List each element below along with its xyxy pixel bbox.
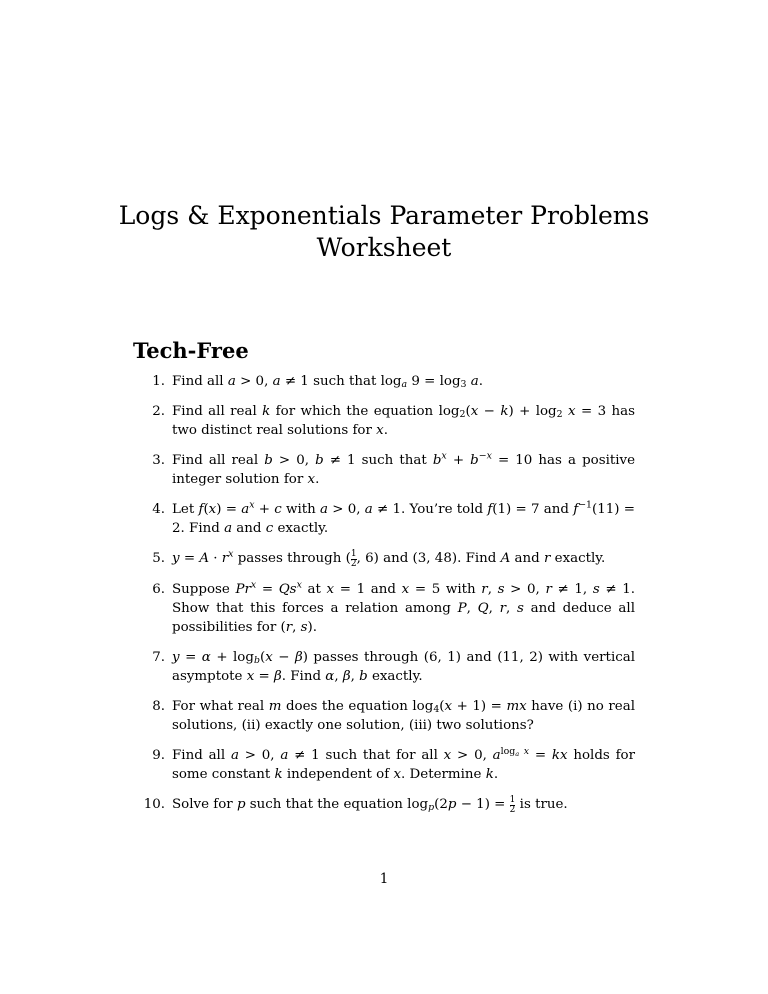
problem-6: 6. Suppose $Pr^x = Qs^x$ at x = 1 and x = 5 with r, s > 0, r ≠ 1, s ≠ 1. Show that this forces a relation among P, Q, r, s and deduce all possibilities for (r, s). <box>133 580 635 637</box>
worksheet-title <box>0 200 768 264</box>
problem-number: 4. <box>152 502 165 517</box>
problem-number: 5. <box>152 551 165 566</box>
problem-5: 5. $y = A \cdot r^x$ passes through ( $\frac{1}{2}$ , 6) and (3, 48). Find A and r exactly. <box>133 549 635 569</box>
title-line-1: Logs & Exponentials Parameter Problems <box>118 201 650 230</box>
problem-number: 7. <box>152 650 165 665</box>
problem-3: 3. Find all real b > 0, b ≠ 1 such that $b^x + b^{-x} = 10$ has a positive integer solution for x. <box>133 451 635 489</box>
problem-7: 7. $y = \alpha + \log_b(x - \beta)$ passes through (6, 1) and (11, 2) with vertical asymptote x = β. Find α, β, b exactly. <box>133 648 635 686</box>
problem-number: 3. <box>152 453 165 468</box>
problem-2: 2. Find all real k for which the equation $\log_2(x - k) + \log_2 x = 3$ has two distinct real solutions for x. <box>133 402 635 440</box>
problem-number: 10. <box>143 797 165 812</box>
problem-number: 6. <box>152 582 165 597</box>
title-line-2: Worksheet <box>316 233 452 262</box>
problem-8: 8. For what real m does the equation $\log_4(x + 1)$ = mx have (i) no real solutions, (ii) exactly one solution, (iii) two solutions? <box>133 697 635 735</box>
problem-number: 1. <box>152 374 165 389</box>
problem-number: 2. <box>152 404 165 419</box>
problem-1: 1. Find all a > 0, a ≠ 1 such that $\log_a 9 = \log_3 a$. <box>133 372 635 391</box>
problem-4: 4. Let $f(x) = a^x + c$ with a > 0, a ≠ 1. You’re told f(1) = 7 and $f^{-1}(11) = 2$. Find a and c exactly. <box>133 500 635 538</box>
page-number: 1 <box>379 871 389 887</box>
problem-10: 10. Solve for p such that the equation $\log_p(2p - 1)$ = $\frac{1}{2}$ is true. <box>133 795 635 815</box>
problem-9: 9. Find all a > 0, a ≠ 1 such that for all x > 0, $a^{log_a x}$ = kx holds for some constant k independent of x. Determine k. <box>133 746 635 784</box>
problem-number: 9. <box>152 748 165 763</box>
section-heading: Tech-Free <box>133 338 249 363</box>
problem-list <box>133 372 635 826</box>
problem-number: 8. <box>152 699 165 714</box>
